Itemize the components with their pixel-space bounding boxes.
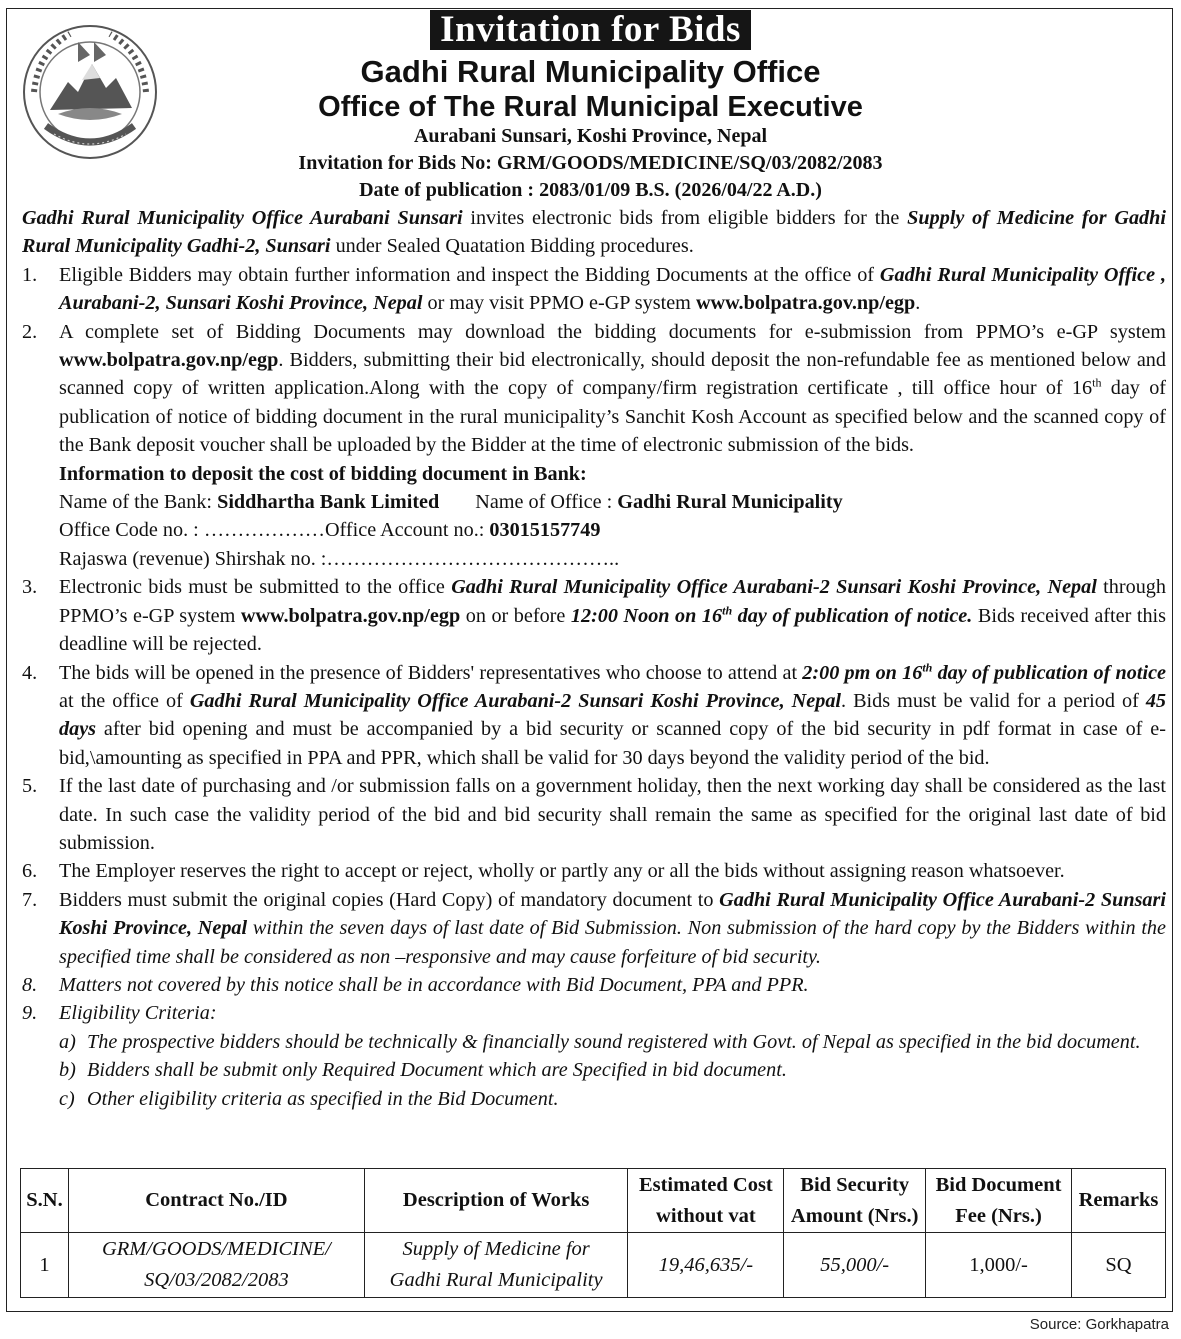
clause-2: 2. A complete set of Bidding Documents may download the bidding documents for e-submission from PPMO’s e-GP system www.bolpatra.gov.np/egp. Bidders, submitting their bid electronically, should deposit the non-refundable fee as mentioned below and scanned copy of written application.Along with the copy of company/firm registration certificate , till office hour of 16th day of publication of notice of bidding document in the rural municipality’s Sanchit Kosh Account as specified below and the scanned copy of the Bank deposit voucher shall be uploaded by the Bidder at the time of electronic submission of the bids. xyxy=(22,320,1167,457)
header-remarks: Remarks xyxy=(1071,1169,1165,1233)
clause-4: 4. The bids will be opened in the presence of Bidders' representatives who choose to attend at 2:00 pm on 16th day of publication of notice at the office of Gadhi Rural Municipality Office Aurabani-2 Sunsari Koshi Province, Nepal. Bids must be valid for a period of 45 days after bid opening and must be accompanied by a bid security or scanned copy of the bid security in pdf format in case of e-bid,\amounting as specified in PPA and PPR, which shall be valid for 30 days beyond the validity period of the bid. xyxy=(22,659,1167,769)
intro-paragraph: Gadhi Rural Municipality Office Aurabani Sunsari invites electronic bids from eligible bidders for the Supply of Medicine for Gadhi Rural Municipality Gadhi-2, Sunsari under Sealed Quatation Bidding procedures. xyxy=(22,207,1166,258)
cell-estimated-cost: 19,46,635/- xyxy=(628,1233,784,1298)
clause-7: 7. Bidders must submit the original copies (Hard Copy) of mandatory document to Gadhi Rural Municipality Office Aurabani-2 Sunsari Koshi Province, Nepal within the seven days of last date of Bid Submission. Non submission of the hard copy by the Bidders within the specified time shall be considered as non –responsive and may cause forfeiture of bid security. xyxy=(22,888,1166,968)
clause-8: 8. Matters not covered by this notice shall be in accordance with Bid Document, PPA and PPR. xyxy=(22,973,809,996)
eligibility-c: c) Other eligibility criteria as specified in the Bid Document. xyxy=(59,1087,559,1110)
cell-contract: GRM/GOODS/MEDICINE/ SQ/03/2082/2083 xyxy=(68,1233,364,1298)
clause-6: 6. The Employer reserves the right to accept or reject, wholly or partly any or all the bids without assigning reason whatsoever. xyxy=(22,860,1065,883)
clause-9: 9. Eligibility Criteria: xyxy=(22,1002,217,1025)
header-estimated-cost: Estimated Cost without vat xyxy=(628,1169,784,1233)
header-bid-security: Bid Security Amount (Nrs.) xyxy=(784,1169,926,1233)
cell-document-fee: 1,000/- xyxy=(926,1233,1072,1298)
bank-info-heading: Information to deposit the cost of bidding document in Bank: xyxy=(59,462,587,485)
clause-1: 1. Eligible Bidders may obtain further information and inspect the Bidding Documents at the office of Gadhi Rural Municipality Office , Aurabani-2, Sunsari Koshi Province, Nepal or may visit PPMO e-GP system www.bolpatra.gov.np/egp. xyxy=(22,263,1166,315)
notice-body xyxy=(22,204,1166,1113)
header-description: Description of Works xyxy=(364,1169,628,1233)
header-sn: S.N. xyxy=(21,1169,69,1233)
cell-remarks: SQ xyxy=(1071,1233,1165,1298)
cell-sn: 1 xyxy=(21,1233,69,1298)
table-row xyxy=(21,1233,1166,1298)
egp-url: www.bolpatra.gov.np/egp xyxy=(59,349,279,372)
bid-details-table xyxy=(20,1168,1166,1298)
ifb-number: Invitation for Bids No: GRM/GOODS/MEDICINE/SQ/03/2082/2083 xyxy=(298,152,883,174)
clause-5: 5. If the last date of purchasing and /or submission falls on a government holiday, then the next working day shall be considered as the last date. In such case the validity period of the bid and bid security shall remain the same as specified for the original last date of bid submission. xyxy=(22,775,1166,854)
revenue-line: Rajaswa (revenue) Shirshak no. :…………………………………….. xyxy=(59,547,620,570)
executive-office-title: Office of The Rural Municipal Executive xyxy=(318,91,863,123)
eligibility-a: a) The prospective bidders should be technically & financially sound registered with Govt. of Nepal as specified in the bid document. xyxy=(59,1030,1141,1053)
municipality-office-title: Gadhi Rural Municipality Office xyxy=(360,54,821,89)
clause-3: 3. Electronic bids must be submitted to the office Gadhi Rural Municipality Office Aurabani-2 Sunsari Koshi Province, Nepal through PPMO’s e-GP system www.bolpatra.gov.np/egp on or before 12:00 Noon on 16th day of publication of notice. Bids received after this deadline will be rejected. xyxy=(22,576,1166,656)
cell-bid-security: 55,000/- xyxy=(784,1233,926,1298)
source-credit: Source: Gorkhapatra xyxy=(1029,1316,1169,1333)
header-contract: Contract No./ID xyxy=(68,1169,364,1233)
egp-url: www.bolpatra.gov.np/egp xyxy=(695,292,916,315)
header-document-fee: Bid Document Fee (Nrs.) xyxy=(926,1169,1072,1233)
office-address: Aurabani Sunsari, Koshi Province, Nepal xyxy=(413,125,768,147)
notice-banner-title: Invitation for Bids xyxy=(430,10,751,50)
table-header-row xyxy=(21,1169,1166,1233)
publication-date: Date of publication : 2083/01/09 B.S. (2026/04/22 A.D.) xyxy=(359,179,822,201)
eligibility-b: b) Bidders shall be submit only Required Document which are Specified in bid document. xyxy=(59,1059,787,1082)
office-account-line: Office Code no. : ………………Office Account no.: 03015157749 xyxy=(59,519,601,542)
cell-description: Supply of Medicine for Gadhi Rural Municipality xyxy=(364,1233,628,1298)
egp-url: www.bolpatra.gov.np/egp xyxy=(240,604,461,627)
bank-name-line: Name of the Bank: Siddhartha Bank Limited Name of Office : Gadhi Rural Municipality xyxy=(59,491,843,514)
